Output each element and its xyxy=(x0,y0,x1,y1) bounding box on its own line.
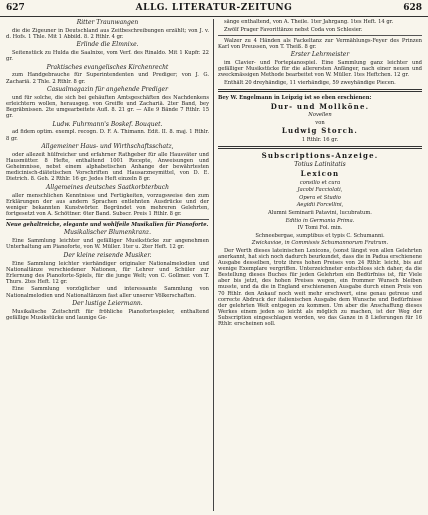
entry-heading: Erlinde die Elmnixe. xyxy=(76,41,139,49)
double-rule xyxy=(218,146,422,149)
centered-line: Editio in Germania Prima. xyxy=(285,217,355,224)
display-title: Lexicon xyxy=(300,169,340,179)
page-number-left: 627 xyxy=(6,3,25,13)
display-subtitle: Totius Latinitatis xyxy=(294,161,346,169)
section-intro: Neue gehaltreiche, elegante und wohlfeile Musikalien für Pianoforte. xyxy=(6,221,209,228)
running-title: ALLG. LITERATUR-ZEITUNG xyxy=(135,3,293,13)
entry-text: Enthält 20 dreyhändige, 11 vierhändige, 59 zweyhändige Piecen. xyxy=(224,79,396,86)
display-title: Dur- und Mollköne. xyxy=(270,101,370,111)
centered-line: Alumni Seminarii Patavini, lucubratum. xyxy=(268,209,372,216)
entry-text: Eine Sammlung leichter vierhändiger originaler Nationalmelodien und Nationaltänze verschiedener Nationen, für Lehrer und Schüler zur Erlernung des Pianoforte-Spiels, für die junge Welt; von C. Gollmer. von T. Thurs. 2tes Heft. 12 gr. xyxy=(6,260,209,285)
centered-line: Zwickaviae, in Commissis Schumannorum Fratrum. xyxy=(251,240,389,247)
display-title: Ludwig Storch. xyxy=(281,126,359,136)
column-divider xyxy=(213,19,214,511)
centered-line: Novellen xyxy=(308,112,332,119)
entry-heading: Der lustige Leiermann. xyxy=(72,300,143,308)
entry-heading: Ludw. Fuhrmann's Boskef. Bouquet. xyxy=(52,120,163,128)
entry-heading: Musikalischer Blumenkranz. xyxy=(64,229,151,237)
centered-line: Schneebergae, sumptibus et typis C. Schumanni. xyxy=(255,232,385,239)
entry-heading: Ritter Traunwangen xyxy=(76,19,139,26)
centered-line: von xyxy=(315,119,325,126)
entry-text: und für solche, die sich bei gehäuften Amtsgeschäften des Nachdenkens erleichtern wollen, herausgeg. von Greiffe und Zachariä. 2ter Band, bey Begräbnissen. 2te umgearbeitete Aufl. 8. 21 gr. — Alle 9 Bände 7 Rthlr. 15 gr. xyxy=(6,94,209,120)
entry-text: oder allezeit hülfreicher und erfahrner Rathgeber für alle Hausväter und Hausmütter. 8 Hefte, enthaltend 1001 Recepte, Anweisungen und Geheimnisse, nebst einem alphabetischen Anhange der bewährtesten medicinisch-diätetischen Vorschriften und Hausarzneymittel, von D. E. Dietrich. 8. Geh. 2 Rthlr. 16 gr. Jedes Heft einzeln 8 gr. xyxy=(6,151,209,183)
entry-heading: Allgemeiner Haus- und Wirthschaftsschatz, xyxy=(41,143,174,151)
page-number-right: 628 xyxy=(403,3,422,13)
centered-line: Jacobi Facciolati, xyxy=(297,187,343,194)
publisher-notice: Bey W. Engelmann in Leipzig ist so eben erschienen: xyxy=(218,94,372,101)
entry-text: sänge enthaltend, von A. Theile. 1ter Jahrgang. 1tes Heft. 14 gr. xyxy=(224,19,394,25)
centered-line: IV Tomi Fol. min. xyxy=(297,225,343,232)
entry-text: Zwölf Prager Favorittänze nebst Coda von Schlesier. xyxy=(224,26,363,33)
entry-text: Der Werth dieses lateinischen Lexicons, (sonst längst von allen Gelehrten anerkannt, hat sich noch dadurch beurkundet, dass die in Padua erschienene Ausgabe desselben, trotz ihres hohen Preises von 24 Rthlr. leicht, bis auf wenige Exemplare vergriffen. Unterzeichneter entschloss sich daher, da die Bestellung dieses Buches für jeden Gelehrten ein Bedürfniss ist, für Viele aber bis jetzt, des hohen Preises wegen, ein frommer Wunsch bleiben musste, und da die in England erschienenen Ausgabe durch einen Preis von 70 Rthlr. den Ankauf noch weit mehr erschwert, eine genau getreue und correcte Abdruck der italienischen Ausgabe dem Wunsche und Bedürfnisse der gelehrten Welt entgegen zu kommen. Um aber die Anschaffung dieses Werkes einem jeden so leicht als möglich zu machen, ist der Weg der Subscription eingeschlagen worden, wo das Ganze in 8 Lieferungen für 16 Rthlr. erscheinen soll. xyxy=(218,247,422,327)
centered-line: Aegidii Forcellini, xyxy=(296,202,344,209)
page-header xyxy=(0,0,428,17)
entry-text: im Clavier- und Fortepianospiel. Eine Sammlung ganz leichter und gefälliger Musikstücke für die allerersten Anfänger, nach einer neuen und zweckmässigen Methode bearbeitet von W. Müller. 1tes Heftchen. 12 gr. xyxy=(218,60,422,79)
centered-line: 1 Rthlr. 16 gr. xyxy=(301,136,339,143)
left-column xyxy=(6,19,209,511)
entry-heading: Erster Lehrmeister xyxy=(290,51,350,59)
entry-text: ad fidem optim. exempl. recogn. D. F. A. Thimann. Edit. II. 8. maj. 1 Rthlr. 8 gr. xyxy=(6,129,209,142)
entry-text: Seitenstück zu Hulda die Saalnixe, vom Verf. des Rinaldo. Mit 1 Kupfr. 22 gr. xyxy=(6,50,209,63)
entry-text: Eine Sammlung leichter und gefälliger Musikstücke zur angenehmen Unterhaltung am Pianoforte, von W. Müller. 1ter u. 2ter Heft. 12 gr. xyxy=(6,238,209,251)
entry-text: zum Handgebrauche für Superintendenten und Prediger; von J. G. Zachariä. 2 Thle. 2 Rthlr. 8 gr. xyxy=(6,72,209,85)
entry-heading: Allgemeines deutsches Saatkorbterbuch xyxy=(45,183,170,191)
centered-line: Opera et Studio xyxy=(299,194,341,201)
entry-text: aller menschlichen Kenntnisse und Fertigkeiten, vorzugsweise den zum Erklärungen der aus andern Sprachen entlehnten Ausdrücke und der weniger bekannten Kunstwörter. Begründet von mehreren Gelehrten, fortgesetzt von A. Schöttner. 6ter Band. Subscr. Preis 1 Rthlr. 8 gr. xyxy=(6,192,209,217)
centered-line: consilio et cura xyxy=(299,179,341,186)
entry-text: Walzer zu 4 Händen als Fackeltanz zur Vermählungs-Feyer des Prinzen Karl von Preussen, von T. Theiß. 8 gr. xyxy=(218,37,422,50)
entry-heading: Casualmagazin für angehende Prediger xyxy=(47,86,168,94)
entry-text: die die Zigeuner in Deutschland aus Zeitbeschreibungen erzählt; von J. v. d. Hofs. 1 Thle. Mit 1 Abbild. 8. 2 Rthlr. 4 gr. xyxy=(6,27,209,40)
entry-heading: Der kleine reisende Musiker. xyxy=(63,251,152,259)
double-rule xyxy=(218,89,422,92)
entry-text: Eine Sammlung vorzüglicher und interessante Sammlung von Nationalmelodien und Nationaltänzen fast aller unserer Völkerschaften. xyxy=(6,286,209,299)
entry-heading: Praktisches evangelisches Kirchenrecht xyxy=(46,63,169,71)
section-rule xyxy=(218,35,422,36)
entry-text: Musikalische Zeitschrift für fröhliche Pianofortespieler, enthaltend gefällige Musikstücke und launige Ge- xyxy=(6,308,209,321)
section-rule xyxy=(6,219,209,220)
right-column xyxy=(218,19,422,511)
display-title: Subscriptions-Anzeige. xyxy=(261,150,379,160)
